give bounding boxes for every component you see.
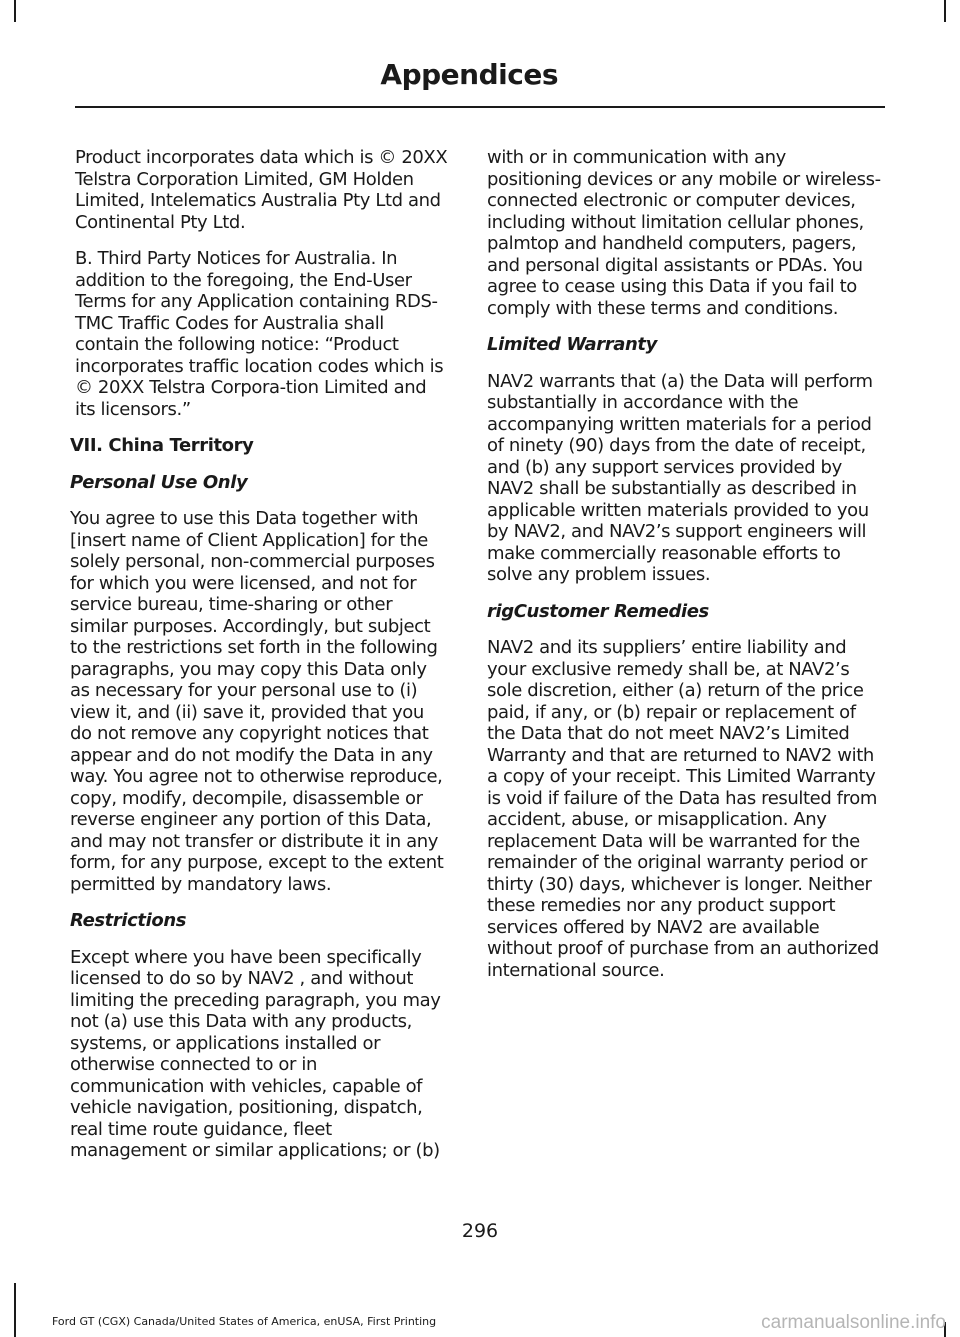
continued-paragraph: with or in communication with any positioning devices or any mobile or wireless-connected electronic or computer devices, including without limitation cellular phones, palmtop and handheld computers, pagers, and personal digital assistants or PDAs. You agree to cease using this Data if you fail to comply with these terms and conditions.	[487, 147, 881, 319]
personal-use-paragraph: You agree to use this Data together with [insert name of Client Application] for the solely personal, non-commercial purposes for which you were licensed, and not for service bureau, time-sharing or other similar purposes. Accordingly, but subject to the restrictions set forth in the following paragraphs, you may copy this Data only as necessary for your personal use to (i) view it, and (ii) save it, provided that you do not remove any copyright notices that appear and do not modify the Data in any way. You agree not to otherwise reproduce, copy, modify, decompile, disassemble or reverse engineer any portion of this Data, and may not transfer or distribute it in any form, for any purpose, except to the extent permitted by mandatory laws.	[70, 508, 444, 895]
right-column	[487, 147, 885, 996]
page-title: Appendices	[380, 58, 558, 91]
notice-paragraph: B. Third Party Notices for Australia. In addition to the foregoing, the End-User Terms for any Application containing RDS-TMC Traffic Codes for Australia shall contain the following notice: “Product incorporates traffic location codes which is © 20XX Telstra Corpora-tion Limited and its licensors.”	[75, 248, 444, 420]
watermark-text: carmanualsonline.info	[761, 1312, 946, 1333]
restrictions-paragraph: Except where you have been specifically licensed to do so by NAV2 , and without limiting the preceding paragraph, you may not (a) use this Data with any products, systems, or applications installed or otherwise connected to or in communication with vehicles, capable of vehicle navigation, positioning, dispatch, real time route guidance, fleet management or similar applications; or (b)	[70, 946, 441, 1161]
section-heading: VII. China Territory	[70, 435, 254, 456]
personal-use-heading: Personal Use Only	[70, 471, 248, 493]
remedies-heading: rigCustomer Remedies	[487, 600, 709, 622]
page-number: 296	[461, 1220, 499, 1242]
crop-mark-top-right-vertical	[944, 0, 946, 22]
crop-mark-top-left-vertical	[14, 0, 16, 22]
header-divider	[75, 106, 885, 108]
left-column	[70, 147, 450, 1177]
restrictions-heading: Restrictions	[70, 910, 187, 931]
crop-mark-bottom-left-vertical	[14, 1283, 16, 1337]
intro-paragraph: Product incorporates data which is © 20XX Telstra Corporation Limited, GM Holden Limited, Intelematics Australia Pty Ltd and Continental Pty Ltd.	[75, 147, 448, 233]
warranty-paragraph: NAV2 warrants that (a) the Data will perform substantially in accordance with the accompanying written materials for a period of ninety (90) days from the date of receipt, and (b) any support services provided by NAV2 shall be substantially as described in applicable written materials provided to you by NAV2, and NAV2’s support engineers will make commercially reasonable efforts to solve any problem issues.	[487, 370, 873, 585]
edition-footer: Ford GT (CGX) Canada/United States of America, enUSA, First Printing	[52, 1315, 437, 1328]
remedies-paragraph: NAV2 and its suppliers’ entire liability and your exclusive remedy shall be, at NAV2’s sole discretion, either (a) return of the price paid, if any, or (b) repair or replacement of the Data that do not meet NAV2’s Limited Warranty and that are returned to NAV2 with a copy of your receipt. This Limited Warranty is void if failure of the Data has resulted from accident, abuse, or misapplication. Any replacement Data will be warranted for the remainder of the original warranty period or thirty (30) days, whichever is longer. Neither these remedies nor any product support services offered by NAV2 are available without proof of purchase from an authorized international source.	[487, 637, 879, 981]
warranty-heading: Limited Warranty	[487, 334, 657, 355]
